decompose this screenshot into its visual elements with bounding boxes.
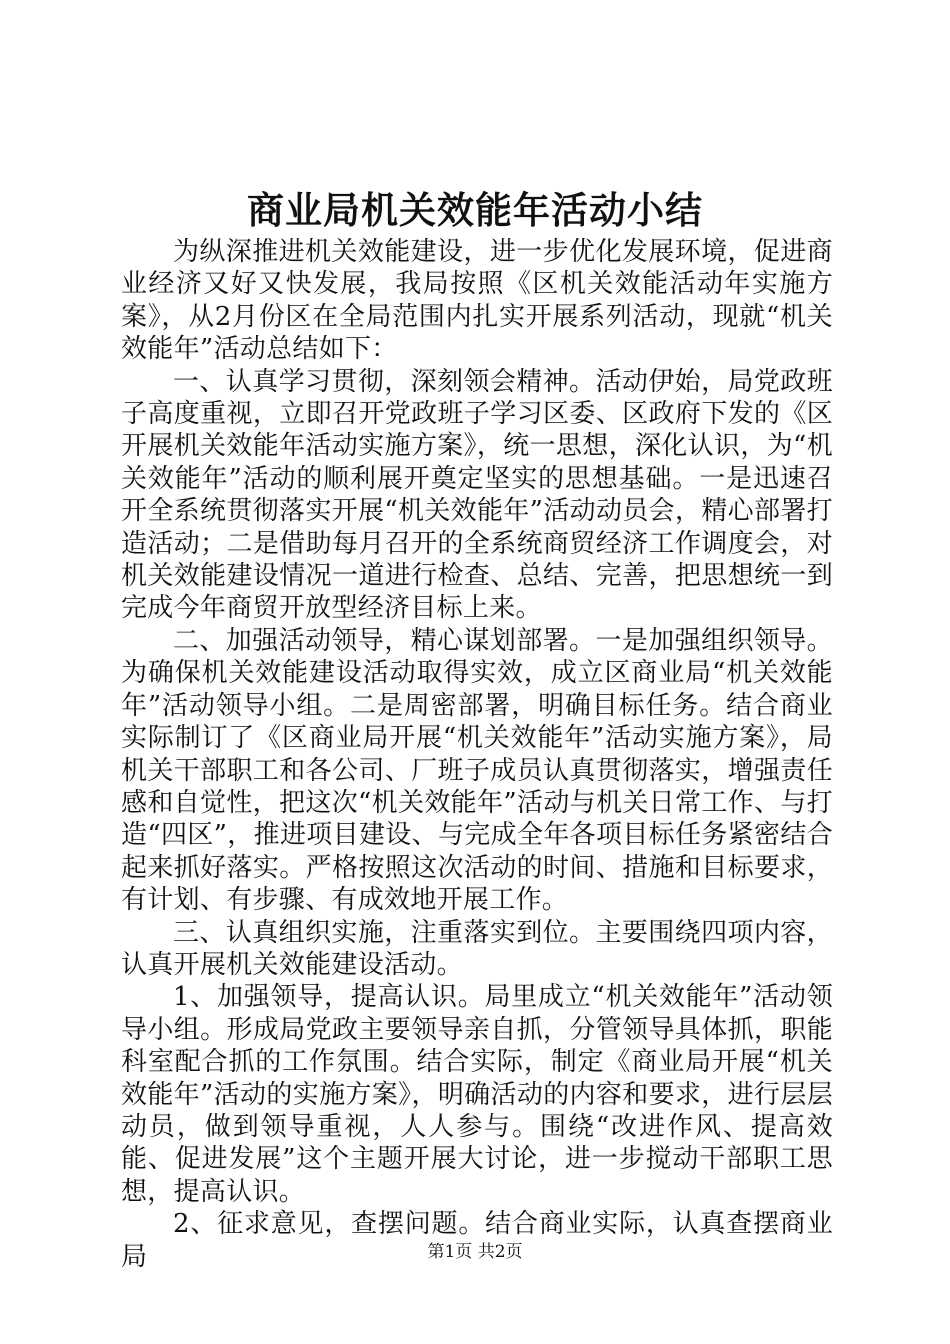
paragraph-section-1: 一、认真学习贯彻，深刻领会精神。活动伊始，局党政班子高度重视，立即召开党政班子学习区委、区政府下发的《区开展机关效能年活动实施方案》，统一思想，深化认识，为“机关效能年”活动的顺利展开奠定坚实的思想基础。一是迅速召开全系统贯彻落实开展“机关效能年”活动动员会，精心部署打造活动；二是借助每月召开的全系统商贸经济工作调度会，对机关效能建设情况一道进行检查、总结、完善，把思想统一到完成今年商贸开放型经济目标上来。 (121, 366, 833, 624)
paragraph-intro: 为纵深推进机关效能建设，进一步优化发展环境，促进商业经济又好又快发展，我局按照《区机关效能活动年实施方案》，从2月份区在全局范围内扎实开展系列活动，现就“机关效能年”活动总结如下： (121, 237, 833, 365)
document-body (121, 236, 833, 1273)
page-number-footer: 第1页 共2页 (427, 1242, 523, 1262)
paragraph-section-3: 三、认真组织实施，注重落实到位。主要围绕四项内容，认真开展机关效能建设活动。 (121, 917, 833, 980)
document-title: 商业局机关效能年活动小结 (247, 188, 703, 232)
paragraph-item-1: 1、加强领导，提高认识。局里成立“机关效能年”活动领导小组。形成局党政主要领导亲自抓，分管领导具体抓，职能科室配合抓的工作氛围。结合实际，制定《商业局开展“机关效能年”活动的实施方案》，明确活动的内容和要求，进行层层动员，做到领导重视，人人参与。围绕“改进作风、提高效能、促进发展”这个主题开展大讨论，进一步搅动干部职工思想，提高认识。 (121, 982, 833, 1207)
paragraph-section-2: 二、加强活动领导，精心谋划部署。一是加强组织领导。为确保机关效能建设活动取得实效，成立区商业局“机关效能年”活动领导小组。二是周密部署，明确目标任务。结合商业实际制订了《区商业局开展“机关效能年”活动实施方案》，局机关干部职工和各公司、厂班子成员认真贯彻落实，增强责任感和自觉性，把这次“机关效能年”活动与机关日常工作、与打造“四区”，推进项目建设、与完成全年各项目标任务紧密结合起来抓好落实。严格按照这次活动的时间、措施和目标要求，有计划、有步骤、有成效地开展工作。 (121, 625, 834, 916)
paragraph-item-2: 2、征求意见，查摆问题。结合商业实际，认真查摆商业局 (121, 1209, 833, 1272)
